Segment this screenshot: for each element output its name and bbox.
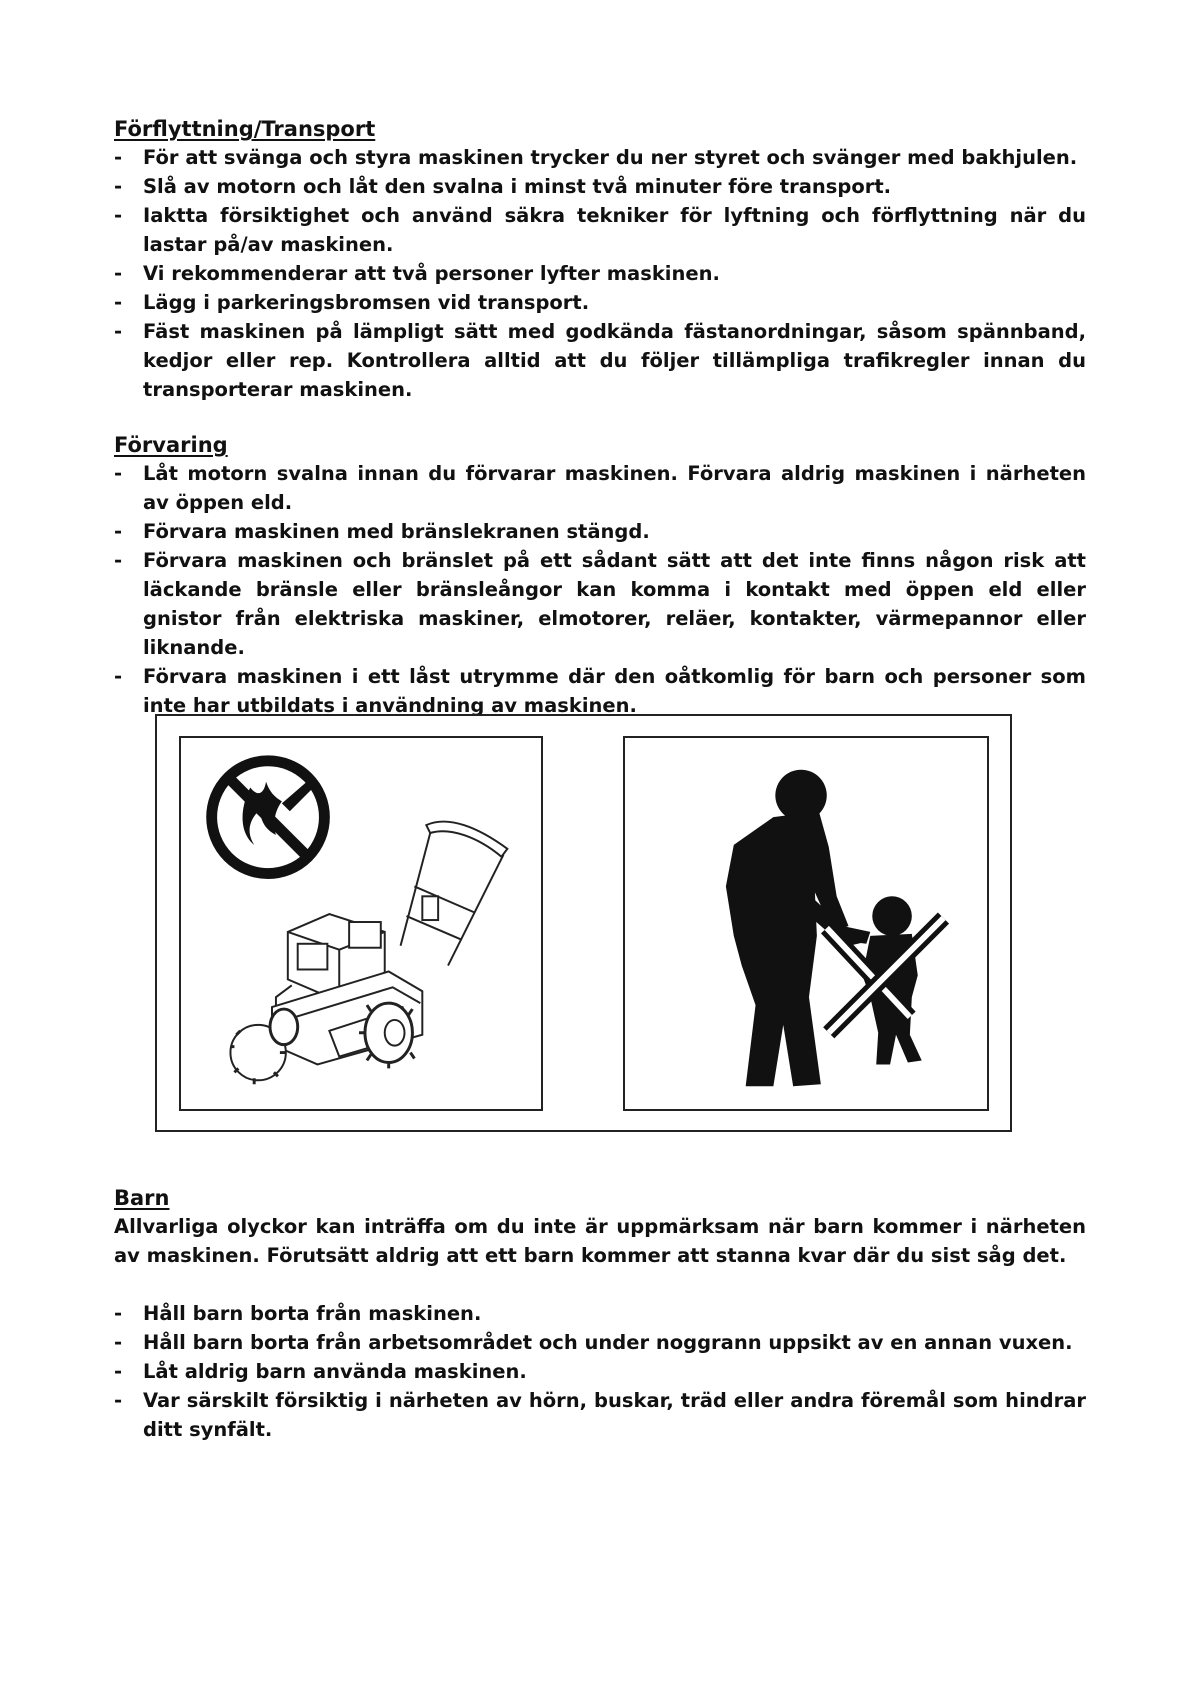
- safety-figure: [155, 714, 1012, 1132]
- transport-list: [114, 143, 1086, 404]
- transport-section: [114, 116, 1086, 404]
- children-heading: Barn: [114, 1186, 170, 1210]
- children-section: [114, 1185, 1086, 1444]
- list-item: - Håll barn borta från maskinen.: [114, 1299, 1086, 1328]
- list-item: - Låt aldrig barn använda maskinen.: [114, 1357, 1086, 1386]
- list-item: - Håll barn borta från arbetsområdet och under noggrann uppsikt av en annan vuxen.: [114, 1328, 1086, 1357]
- list-item: - Fäst maskinen på lämpligt sätt med godkända fästanordningar, såsom spännband, kedjor eller rep. Kontrollera alltid att du följer tillämpliga trafikregler innan du transporterar maskinen.: [114, 317, 1086, 404]
- storage-section: [114, 432, 1086, 720]
- list-item: - Var särskilt försiktig i närheten av hörn, buskar, träd eller andra föremål som hindrar ditt synfält.: [114, 1386, 1086, 1444]
- bullet-dash: -: [114, 291, 123, 314]
- bullet-dash: -: [114, 175, 123, 198]
- bullet-dash: -: [114, 462, 123, 485]
- bullet-dash: -: [114, 1302, 123, 1325]
- bullet-dash: -: [114, 320, 123, 343]
- list-item: - Förvara maskinen och bränslet på ett sådant sätt att det inte finns någon risk att läckande bränsle eller bränsleångor kan komma i kontakt med öppen eld eller gnistor från elektriska maskiner, elmotorer, reläer, kontakter, värmepannor eller liknande.: [114, 546, 1086, 662]
- bullet-dash: -: [114, 262, 123, 285]
- storage-list: [114, 459, 1086, 720]
- children-list: [114, 1299, 1086, 1444]
- adult-silhouette: [726, 770, 870, 1087]
- list-item: - Slå av motorn och låt den svalna i minst två minuter före transport.: [114, 172, 1086, 201]
- bullet-dash: -: [114, 204, 123, 227]
- stump-grinder-illustration: [181, 738, 541, 1109]
- list-item: - För att svänga och styra maskinen trycker du ner styret och svänger med bakhjulen.: [114, 143, 1086, 172]
- no-flame-panel: [179, 736, 543, 1111]
- list-item: - Förvara maskinen i ett låst utrymme där den oåtkomlig för barn och personer som inte har utbildats i användning av maskinen.: [114, 662, 1086, 720]
- list-item: - Iaktta försiktighet och använd säkra tekniker för lyftning och förflyttning när du lastar på/av maskinen.: [114, 201, 1086, 259]
- bullet-dash: -: [114, 1360, 123, 1383]
- bullet-dash: -: [114, 1389, 123, 1412]
- list-item: - Förvara maskinen med bränslekranen stängd.: [114, 517, 1086, 546]
- list-item: - Lägg i parkeringsbromsen vid transport.: [114, 288, 1086, 317]
- bullet-dash: -: [114, 665, 123, 688]
- no-open-flame-icon: [212, 761, 325, 874]
- list-item: - Vi rekommenderar att två personer lyfter maskinen.: [114, 259, 1086, 288]
- transport-heading: Förflyttning/Transport: [114, 117, 376, 141]
- children-intro: Allvarliga olyckor kan inträffa om du inte är uppmärksam när barn kommer i närheten av maskinen. Förutsätt aldrig att ett barn kommer att stanna kvar där du sist såg det.: [114, 1215, 1086, 1267]
- child-safety-panel: [623, 736, 989, 1111]
- list-item: - Låt motorn svalna innan du förvarar maskinen. Förvara aldrig maskinen i närheten av öppen eld.: [114, 459, 1086, 517]
- storage-heading: Förvaring: [114, 433, 228, 457]
- bullet-dash: -: [114, 520, 123, 543]
- bullet-dash: -: [114, 549, 123, 572]
- bullet-dash: -: [114, 1331, 123, 1354]
- bullet-dash: -: [114, 146, 123, 169]
- adult-child-prohibited-illustration: [625, 738, 987, 1109]
